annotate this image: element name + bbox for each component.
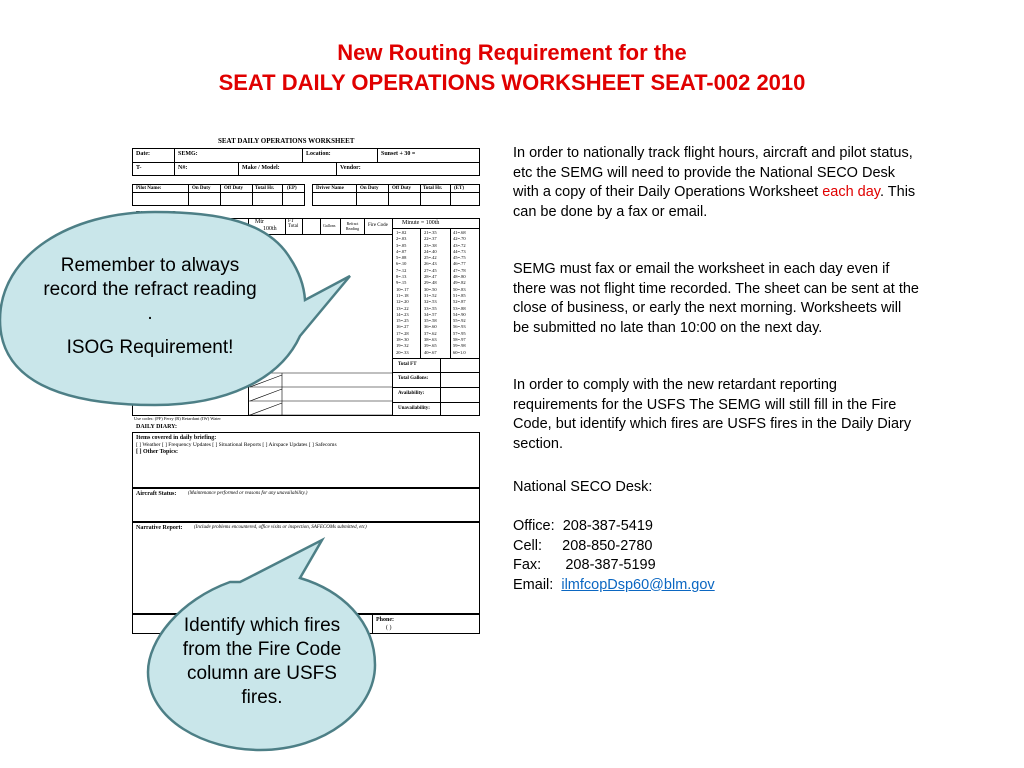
slide-title-line2: SEAT DAILY OPERATIONS WORKSHEET SEAT-002 2010 (218, 70, 806, 95)
minute-col-3: 41=.68 42=.70 43=.72 44=.73 45=.75 46=.77 47=.78 48=.80 49=.82 50=.83 51=.85 52=.87 53=.88 54=.90 55=.92 56=.93 57=.95 58=.97 59=.98 60=1.0 (453, 230, 466, 355)
semg-label: SEMG: (178, 151, 198, 157)
fax-number: Fax: 208-387-5199 (513, 557, 656, 573)
pilot-on-duty-col: On Duty (192, 186, 211, 191)
date-label: Date: (136, 151, 150, 157)
ft-total-col: FT Total (288, 219, 299, 229)
aircraft-status-label: Aircraft Status: (136, 491, 177, 497)
email-link[interactable]: ilmfcopDsp60@blm.gov (561, 576, 715, 593)
total-gallons-label: Total Gallons: (398, 376, 429, 381)
paragraph-3: In order to comply with the new retardant reporting requirements for the USFS The SEMG will still fill in the Fire Code, but identify which fires are USFS fires in the Daily Diary section. (513, 377, 912, 452)
pilot-off-duty-col: Off Duty (224, 186, 244, 191)
pilot-total-col: Total Hr. (255, 186, 275, 191)
minute-col-1: 1=.02 2=.03 3=.05 4=.07 5=.08 6=.10 7=.12 8=.13 9=.15 10=.17 11=.18 12=.20 13=.22 14=.23 15=.25 16=.27 17=.28 18=.30 19=.32 20=.33 (396, 230, 409, 355)
t-label: T- (136, 165, 142, 171)
location-label: Location: (306, 151, 331, 157)
top-callout-text (40, 254, 260, 360)
minute-header: Minute = 100th (402, 220, 440, 226)
paragraph-1-text: In order to nationally track flight hours, aircraft and pilot status, etc the SEMG will need to provide the National SECO Desk with a copy of their Daily Operations Worksheet (513, 145, 913, 200)
minute-col-2: 21=.35 22=.37 23=.38 24=.40 25=.42 26=.43 27=.45 28=.47 29=.48 30=.50 31=.52 32=.53 33=.55 34=.57 35=.58 36=.60 37=.62 38=.63 39=.65 40=.67 (424, 230, 437, 355)
paragraph-2: SEMG must fax or email the worksheet in each day even if there was not flight time recorded. The sheet can be sent at the close of business, or early the next morning. Worksheets will be submitted no late than 10:00 on the next day. (513, 261, 919, 336)
unavailability-label: Unavailability: (398, 406, 430, 411)
n-number-label: N#: (178, 165, 188, 171)
phone-label: Phone: (376, 617, 394, 623)
bottom-callout-text: Identify which fires from the Fire Code column are USFS fires. (182, 615, 342, 708)
worksheet-heading: SEAT DAILY OPERATIONS WORKSHEET (218, 137, 355, 145)
fire-code-col: Fire Code (368, 223, 388, 228)
other-topics-label: [ ] Other Topics: (136, 449, 179, 455)
daily-diary-label: DAILY DIARY: (136, 424, 177, 430)
use-codes: Use codes: (PF) Ferry (R) Retardant (IW) Water (134, 416, 221, 421)
top-callout-line2: ISOG Requirement! (66, 337, 234, 358)
availability-label: Availability: (398, 391, 425, 396)
narrative-hint: (Include problems encountered, office visits or inspection, SAFECOMs submitted, etc) (194, 525, 367, 530)
gallons-col: Gallons (323, 223, 336, 228)
driver-et-col: (ET) (454, 186, 464, 191)
office-phone: Office: 208-387-5419 (513, 518, 653, 534)
paragraph-1-end: . This can be done by a fax or email. (513, 184, 916, 220)
total-ft-label: Total FT (398, 362, 417, 367)
hundredth-col: 100th (263, 226, 277, 232)
driver-total-col: Total Hr. (423, 186, 443, 191)
sunset-label: Sunset + 30 = (381, 151, 416, 157)
vendor-label: Vendor: (340, 165, 361, 171)
items-covered-label: Items covered in daily briefing: (136, 435, 217, 441)
aircraft-status-hint: (Maintenance performed or reasons for any unavailability.) (188, 491, 308, 496)
seco-desk-title: National SECO Desk: (513, 479, 653, 495)
slide-title-line1: New Routing Requirement for the (337, 40, 687, 65)
make-model-label: Make / Model: (242, 165, 280, 171)
pilot-ep-col: (EP) (287, 186, 297, 191)
refract-reading-col: Refract Reading (345, 221, 360, 231)
driver-name-col: Driver Name (316, 186, 344, 191)
phone-value: ( ) (386, 625, 392, 631)
driver-off-duty-col: Off Duty (392, 186, 412, 191)
pilot-name-col: Pilot Name: (136, 186, 162, 191)
email-label: Email: (513, 576, 562, 593)
top-callout-line1: Remember to always record the refract reading . (43, 255, 257, 324)
mtr-col: Mtr (255, 219, 264, 225)
paragraph-1-emphasis: each day (822, 184, 880, 200)
driver-on-duty-col: On Duty (360, 186, 379, 191)
cell-phone: Cell: 208-850-2780 (513, 537, 653, 554)
briefing-options: [ ] Weather [ ] Frequency Updates [ ] Situational Reports [ ] Airspace Updates [ ] Safecoms (136, 442, 337, 448)
narrative-label: Narrative Report: (136, 525, 183, 531)
